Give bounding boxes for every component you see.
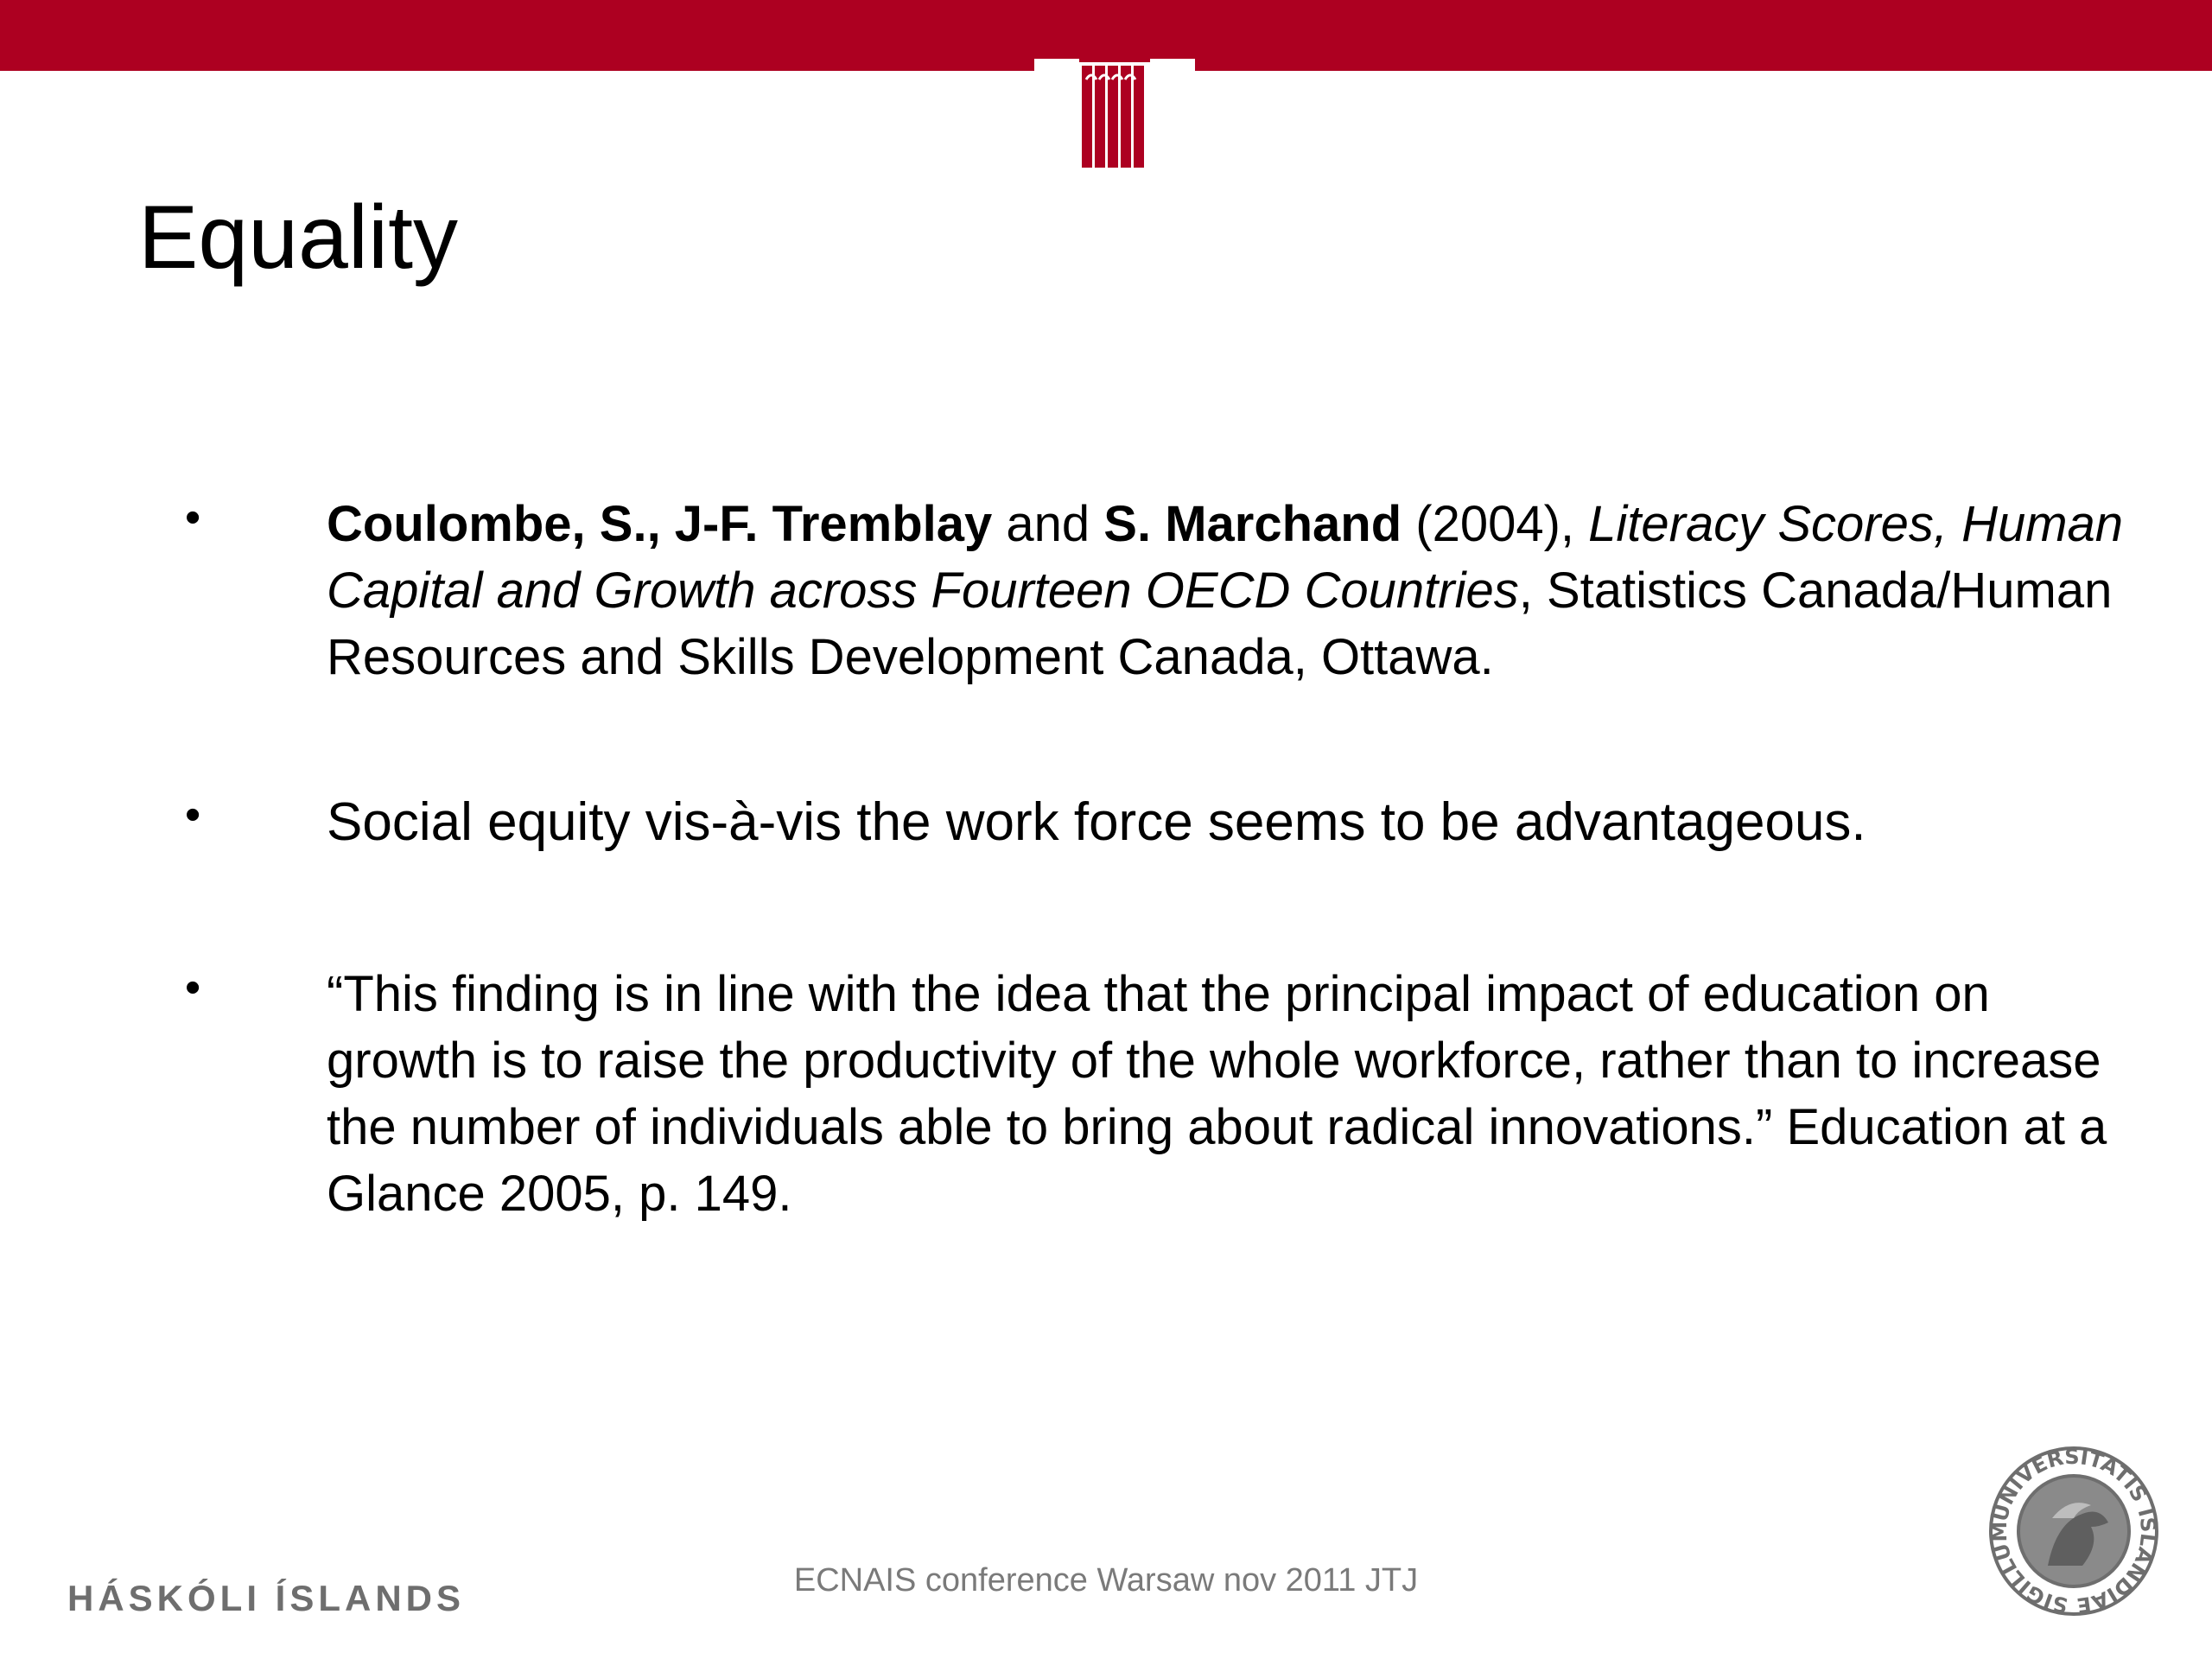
- slide-title: Equality: [138, 188, 458, 288]
- citation-authors-2: S. Marchand: [1103, 496, 1402, 552]
- citation-year: (2004),: [1402, 496, 1589, 552]
- bullet-equity: Social equity vis-à-vis the work force seems to be advantageous.: [327, 792, 1866, 852]
- pillar-logo-icon: [1034, 45, 1195, 170]
- seal-inscription: UNIVERSITATIS ISLANDIAE SIGILLUM: [1987, 1445, 2160, 1618]
- footer-conference-text: ECNAIS conference Warsaw nov 2011 JTJ: [793, 1562, 1419, 1599]
- bullet-marker: •: [185, 963, 201, 1013]
- bullet-marker: •: [185, 790, 201, 840]
- bullet-quote: “This finding is in line with the idea that the principal impact of education on growth is to raise the productivity of the whole workforce, rather than to increase the number of individuals able to bring about radical innovations.” Education at a Glance 2005, p. 149.: [327, 966, 2107, 1222]
- citation-connector: and: [992, 496, 1104, 552]
- citation-authors-1: Coulombe, S., J-F. Tremblay: [327, 496, 993, 552]
- university-name: HÁSKÓLI ÍSLANDS: [67, 1578, 466, 1618]
- university-seal-icon: [1987, 1445, 2160, 1618]
- bullet-citation: [327, 491, 2124, 690]
- citation-title: Literacy Scores, Human Capital and Growth across Fourteen OECD Countries: [327, 496, 2124, 619]
- citation-publisher: , Statistics Canada/Human Resources and Skills Development Canada, Ottawa.: [327, 563, 2113, 685]
- bullet-marker: •: [185, 493, 201, 543]
